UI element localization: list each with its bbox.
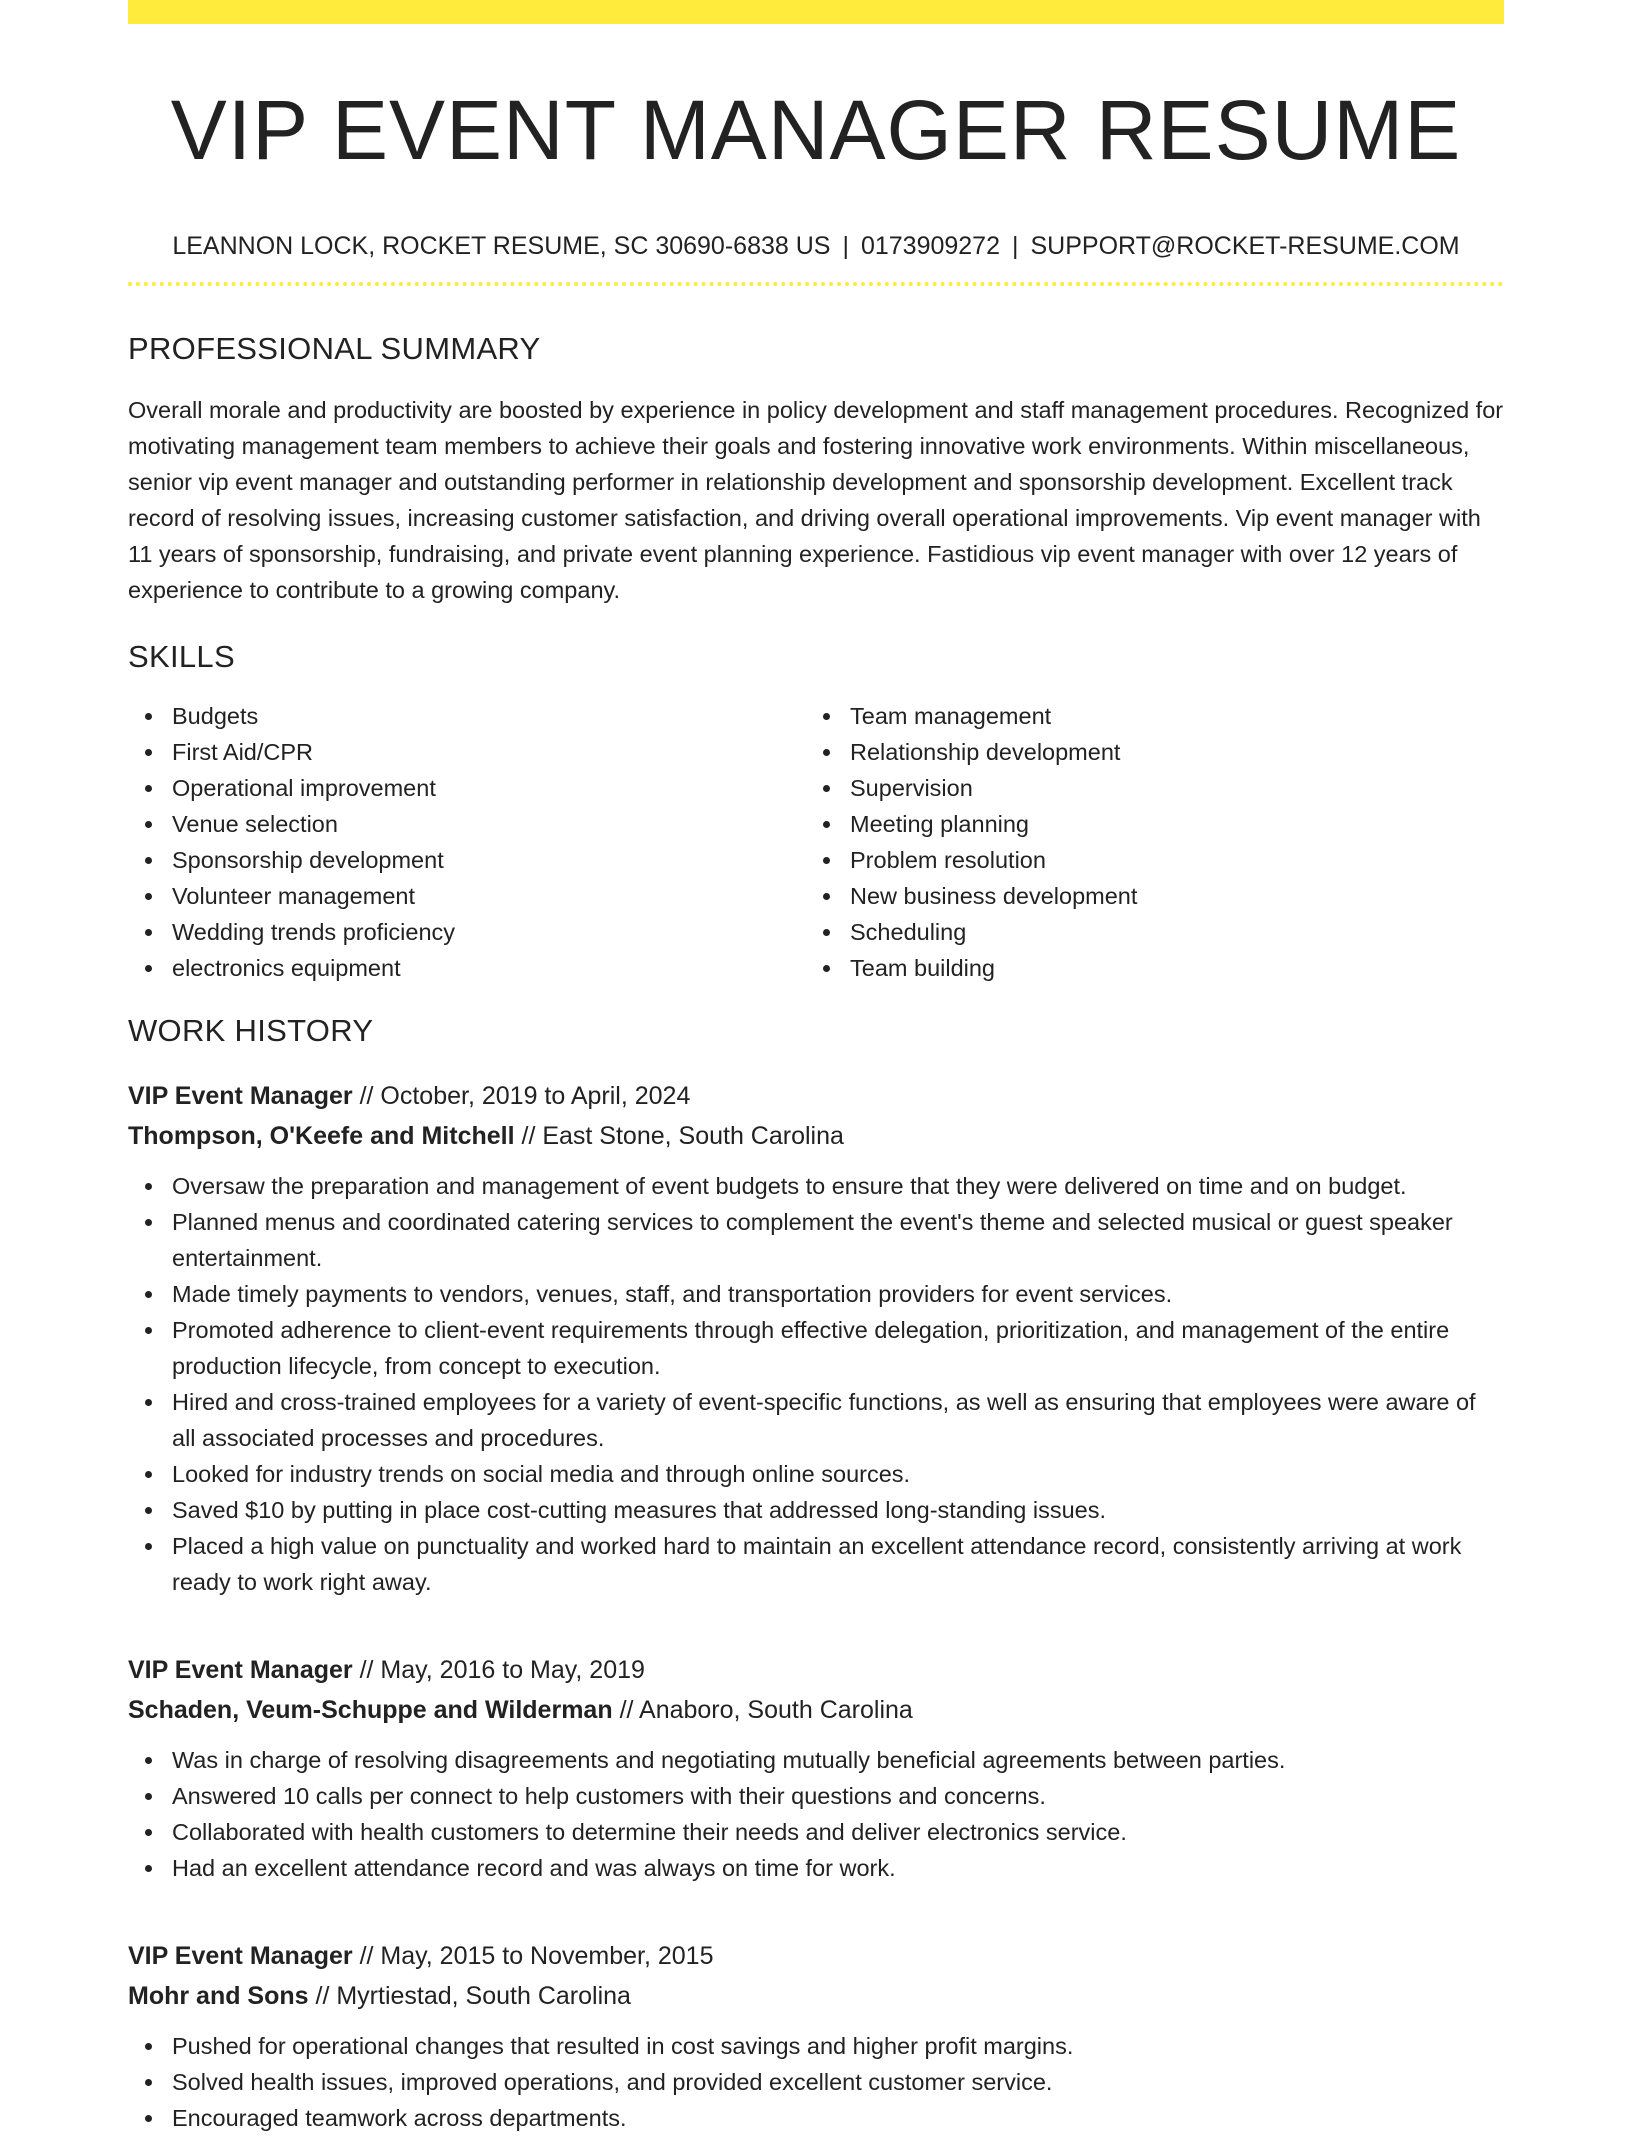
- contact-separator: |: [842, 232, 849, 260]
- skill-item: Relationship development: [850, 734, 1484, 770]
- summary-section: [128, 330, 1504, 608]
- job-entry: [128, 1650, 1504, 1886]
- skill-item: Team management: [850, 698, 1484, 734]
- job-bullet: Was in charge of resolving disagreements and negotiating mutually beneficial agreements between parties.: [172, 1742, 1504, 1778]
- job-dates: // October, 2019 to April, 2024: [359, 1082, 691, 1110]
- skills-grid: [128, 698, 1504, 986]
- job-title: VIP Event Manager: [128, 1656, 353, 1684]
- job-bullet: Encouraged teamwork across departments.: [172, 2100, 1504, 2136]
- skill-item: New business development: [850, 878, 1484, 914]
- job-company: Schaden, Veum-Schuppe and Wilderman: [128, 1696, 613, 1724]
- job-bullets: [128, 1168, 1504, 1600]
- job-bullet: Looked for industry trends on social media and through online sources.: [172, 1456, 1504, 1492]
- contact-separator: |: [1012, 232, 1019, 260]
- skill-item: Sponsorship development: [172, 842, 806, 878]
- job-bullet: Pushed for operational changes that resulted in cost savings and higher profit margins.: [172, 2028, 1504, 2064]
- job-title-line: [128, 1650, 1504, 1690]
- job-entry: [128, 1936, 1504, 2136]
- job-company-line: [128, 1976, 1504, 2016]
- skills-list-left: [128, 698, 806, 986]
- resume-content: [128, 0, 1504, 2136]
- summary-heading: PROFESSIONAL SUMMARY: [128, 331, 541, 366]
- job-bullet: Placed a high value on punctuality and worked hard to maintain an excellent attendance record, consistently arriving at work ready to work right away.: [172, 1528, 1504, 1600]
- resume-title: VIP EVENT MANAGER RESUME: [170, 83, 1462, 177]
- job-bullet: Answered 10 calls per connect to help customers with their questions and concerns.: [172, 1778, 1504, 1814]
- skill-item: Team building: [850, 950, 1484, 986]
- skills-heading: SKILLS: [128, 639, 235, 674]
- skill-item: Wedding trends proficiency: [172, 914, 806, 950]
- skills-section: [128, 638, 1504, 986]
- dotted-divider: [128, 282, 1504, 286]
- skill-item: Scheduling: [850, 914, 1484, 950]
- skill-item: First Aid/CPR: [172, 734, 806, 770]
- job-company: Mohr and Sons: [128, 1982, 309, 2010]
- job-title: VIP Event Manager: [128, 1082, 353, 1110]
- job-bullet: Planned menus and coordinated catering services to complement the event's theme and selected musical or guest speaker entertainment.: [172, 1204, 1504, 1276]
- job-location: // Myrtiestad, South Carolina: [315, 1982, 631, 2010]
- job-title-line: [128, 1076, 1504, 1116]
- job-title-line: [128, 1936, 1504, 1976]
- job-company-line: [128, 1690, 1504, 1730]
- work-history-section: [128, 1012, 1504, 2136]
- job-location: // Anaboro, South Carolina: [619, 1696, 913, 1724]
- contact-address: LEANNON LOCK, ROCKET RESUME, SC 30690-6838 US: [172, 232, 831, 260]
- skill-item: Meeting planning: [850, 806, 1484, 842]
- job-bullet: Saved $10 by putting in place cost-cutting measures that addressed long-standing issues.: [172, 1492, 1504, 1528]
- job-bullet: Made timely payments to vendors, venues, staff, and transportation providers for event services.: [172, 1276, 1504, 1312]
- job-dates: // May, 2015 to November, 2015: [359, 1942, 714, 1970]
- job-bullet: Hired and cross-trained employees for a variety of event-specific functions, as well as ensuring that employees were aware of all associated processes and procedures.: [172, 1384, 1504, 1456]
- skills-list-right: [806, 698, 1484, 986]
- skill-item: electronics equipment: [172, 950, 806, 986]
- work-history-heading: WORK HISTORY: [128, 1013, 374, 1048]
- contact-email: SUPPORT@ROCKET-RESUME.COM: [1030, 232, 1460, 260]
- contact-line: [128, 230, 1504, 262]
- skill-item: Operational improvement: [172, 770, 806, 806]
- skill-item: Budgets: [172, 698, 806, 734]
- skill-item: Supervision: [850, 770, 1484, 806]
- job-bullet: Promoted adherence to client-event requirements through effective delegation, prioritization, and management of the entire production lifecycle, from concept to execution.: [172, 1312, 1504, 1384]
- job-company: Thompson, O'Keefe and Mitchell: [128, 1122, 515, 1150]
- job-bullets: [128, 2028, 1504, 2136]
- job-title: VIP Event Manager: [128, 1942, 353, 1970]
- job-bullet: Oversaw the preparation and management of event budgets to ensure that they were delivered on time and on budget.: [172, 1168, 1504, 1204]
- skill-item: Venue selection: [172, 806, 806, 842]
- summary-text: Overall morale and productivity are boosted by experience in policy development and staff management procedures. Recognized for motivating management team members to achieve their goals and fostering innovative work environments. Within miscellaneous, senior vip event manager and outstanding performer in relationship development and sponsorship development. Excellent track record of resolving issues, increasing customer satisfaction, and driving overall operational improvements. Vip event manager with 11 years of sponsorship, fundraising, and private event planning experience. Fastidious vip event manager with over 12 years of experience to contribute to a growing company.: [128, 397, 1504, 603]
- job-bullet: Solved health issues, improved operations, and provided excellent customer service.: [172, 2064, 1504, 2100]
- job-dates: // May, 2016 to May, 2019: [359, 1656, 645, 1684]
- job-bullet: Collaborated with health customers to determine their needs and deliver electronics service.: [172, 1814, 1504, 1850]
- job-location: // East Stone, South Carolina: [521, 1122, 844, 1150]
- job-company-line: [128, 1116, 1504, 1156]
- job-bullet: Had an excellent attendance record and was always on time for work.: [172, 1850, 1504, 1886]
- job-entry: [128, 1076, 1504, 1600]
- job-bullets: [128, 1742, 1504, 1886]
- skill-item: Volunteer management: [172, 878, 806, 914]
- contact-phone: 0173909272: [860, 232, 1000, 260]
- skill-item: Problem resolution: [850, 842, 1484, 878]
